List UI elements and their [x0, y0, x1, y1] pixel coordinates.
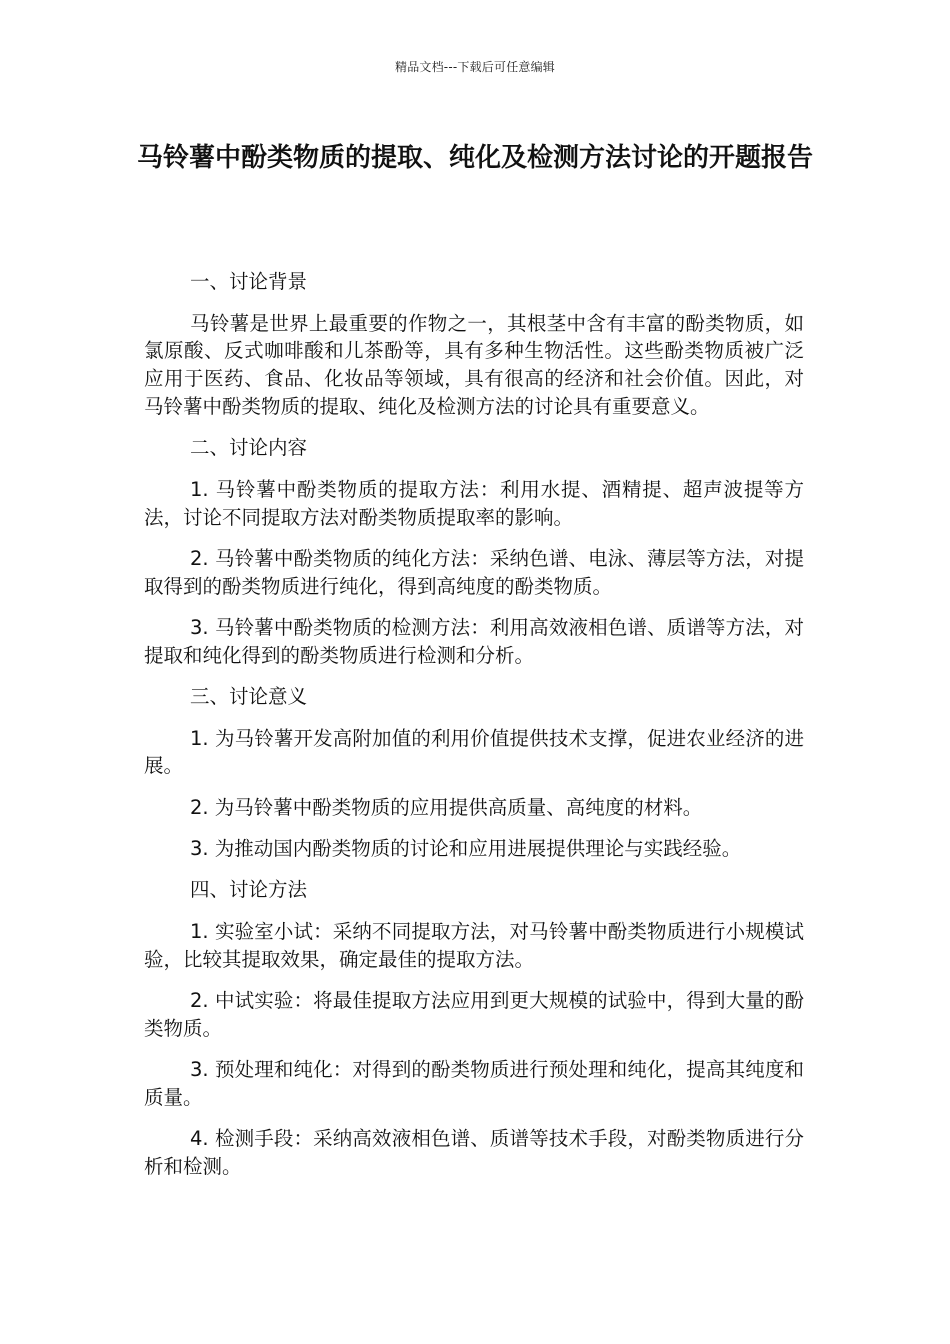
section-heading-content: 二、讨论内容: [190, 436, 308, 460]
section-heading-methods: 四、讨论方法: [190, 878, 308, 902]
paragraph-content-item-1: 1. 马铃薯中酚类物质的提取方法：利用水提、酒精提、超声波提等方法，讨论不同提取方法对酚类物质提取率的影响。: [144, 477, 804, 529]
paragraph-methods-item-4: 4. 检测手段：采纳高效液相色谱、质谱等技术手段，对酚类物质进行分析和检测。: [144, 1126, 804, 1178]
paragraph-content-item-3: 3. 马铃薯中酚类物质的检测方法：利用高效液相色谱、质谱等方法，对提取和纯化得到的酚类物质进行检测和分析。: [144, 615, 804, 667]
section-heading-background: 一、讨论背景: [190, 270, 308, 293]
document-title: 马铃薯中酚类物质的提取、纯化及检测方法讨论的开题报告: [136, 143, 813, 173]
paragraph-methods-item-2: 2. 中试实验：将最佳提取方法应用到更大规模的试验中，得到大量的酚类物质。: [144, 988, 804, 1040]
paragraph-methods-item-1: 1. 实验室小试：采纳不同提取方法，对马铃薯中酚类物质进行小规模试验，比较其提取效果，确定最佳的提取方法。: [144, 919, 804, 971]
paragraph-methods-item-3: 3. 预处理和纯化：对得到的酚类物质进行预处理和纯化，提高其纯度和质量。: [144, 1057, 804, 1109]
paragraph-content-item-2: 2. 马铃薯中酚类物质的纯化方法：采纳色谱、电泳、薄层等方法，对提取得到的酚类物质进行纯化，得到高纯度的酚类物质。: [144, 546, 804, 598]
paragraph-background: 马铃薯是世界上最重要的作物之一，其根茎中含有丰富的酚类物质，如氯原酸、反式咖啡酸和儿茶酚等，具有多种生物活性。这些酚类物质被广泛应用于医药、食品、化妆品等领域，具有很高的经济和社会价值。因此，对马铃薯中酚类物质的提取、纯化及检测方法的讨论具有重要意义。: [144, 311, 804, 418]
paragraph-significance-item-2: 2. 为马铃薯中酚类物质的应用提供高质量、高纯度的材料。: [190, 795, 703, 819]
section-heading-significance: 三、讨论意义: [190, 684, 308, 708]
document-body: [144, 268, 804, 1194]
paragraph-significance-item-3: 3. 为推动国内酚类物质的讨论和应用进展提供理论与实践经验。: [190, 836, 742, 860]
page-header-watermark: 精品文档---下载后可任意编辑: [395, 60, 555, 74]
paragraph-significance-item-1: 1. 为马铃薯开发高附加值的利用价值提供技术支撑，促进农业经济的进展。: [144, 726, 804, 778]
